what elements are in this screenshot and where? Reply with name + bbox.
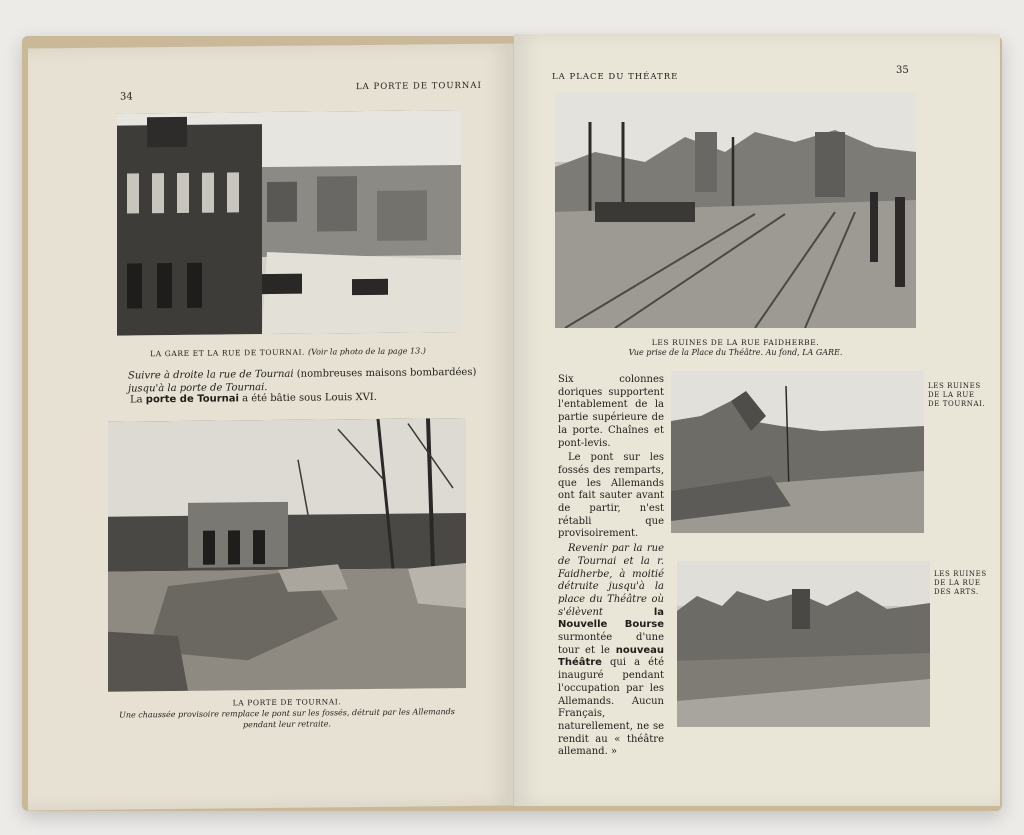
paragraph-porte-de-tournai — [130, 390, 480, 407]
paragraph1-line2: jusqu'à la porte de Tournai. — [128, 382, 268, 395]
right-page — [514, 34, 1000, 806]
photo-ruines-rue-des-arts — [677, 561, 930, 727]
column-paragraph-3 — [558, 543, 664, 759]
left-page — [28, 43, 514, 810]
photo1-caption-ref: (Voir la photo de la page 13.) — [308, 346, 426, 357]
column-p3-bold1: la Nouvelle Bourse — [558, 606, 664, 631]
photo1-caption-title: LES RUINES DE LA RUE FAIDHERBE. — [651, 338, 820, 347]
column-paragraph-1: Six colonnes doriques supportent l'entablement de la partie supérieure de la porte. Chaînes et pont-levis. — [558, 374, 664, 449]
text-column — [558, 374, 664, 761]
paragraph2-bold: porte de Tournai — [145, 393, 239, 406]
paragraph1-italic: Suivre à droite la rue de Tournai — [128, 368, 294, 382]
side-caption-rue-de-tournai: LES RUINES DE LA RUE DE TOURNAI. — [928, 382, 986, 408]
photo-ruines-rue-de-tournai — [671, 371, 924, 533]
page-number: 35 — [896, 65, 909, 76]
column-p3-mid: surmontée d'une tour et le — [558, 632, 664, 656]
running-head: LA PORTE DE TOURNAI — [356, 80, 482, 93]
paragraph1-rest: (nombreuses maisons bombardées) — [293, 366, 477, 380]
photo1-caption — [108, 346, 468, 359]
page-number: 34 — [120, 91, 133, 103]
running-head: LA PLACE DU THÉATRE — [552, 72, 679, 82]
photo1-caption-sub: Vue prise de la Place du Théâtre. Au fond, LA GARE. — [628, 348, 843, 357]
column-p3-italic: Revenir par la rue de Tournai et la r. Faidherbe, à moitié détruite jusqu'à la place du Théâtre où s'élèvent — [558, 543, 664, 618]
column-p3-bold2: nouveau Théâtre — [558, 644, 664, 669]
column-p3-end: qui a été inauguré pendant l'occupation par les Allemands. Aucun Français, naturellement, ne se rendit au « théâtre allemand. » — [558, 657, 664, 758]
side-caption-rue-des-arts: LES RUINES DE LA RUE DES ARTS. — [934, 570, 987, 596]
paragraph2-post: a été bâtie sous Louis XVI. — [238, 391, 377, 405]
photo-rue-faidherbe — [555, 92, 916, 328]
photo2-caption-title: LA PORTE DE TOURNAI. — [232, 697, 342, 708]
column-paragraph-2: Le pont sur les fossés des remparts, que les Allemands ont fait sauter avant de partir, n'est rétabli que provisoirement. — [558, 452, 664, 540]
photo2-caption-sub: Une chaussée provisoire remplace le pont sur les fossés, détruit par les Allemands pendant leur retraite. — [119, 707, 455, 730]
photo-porte-de-tournai — [108, 418, 466, 692]
photo-gare-rue-de-tournai — [117, 110, 461, 336]
paragraph2-pre: La — [130, 394, 146, 406]
photo1-caption-title: LA GARE ET LA RUE DE TOURNAI. — [150, 347, 306, 359]
